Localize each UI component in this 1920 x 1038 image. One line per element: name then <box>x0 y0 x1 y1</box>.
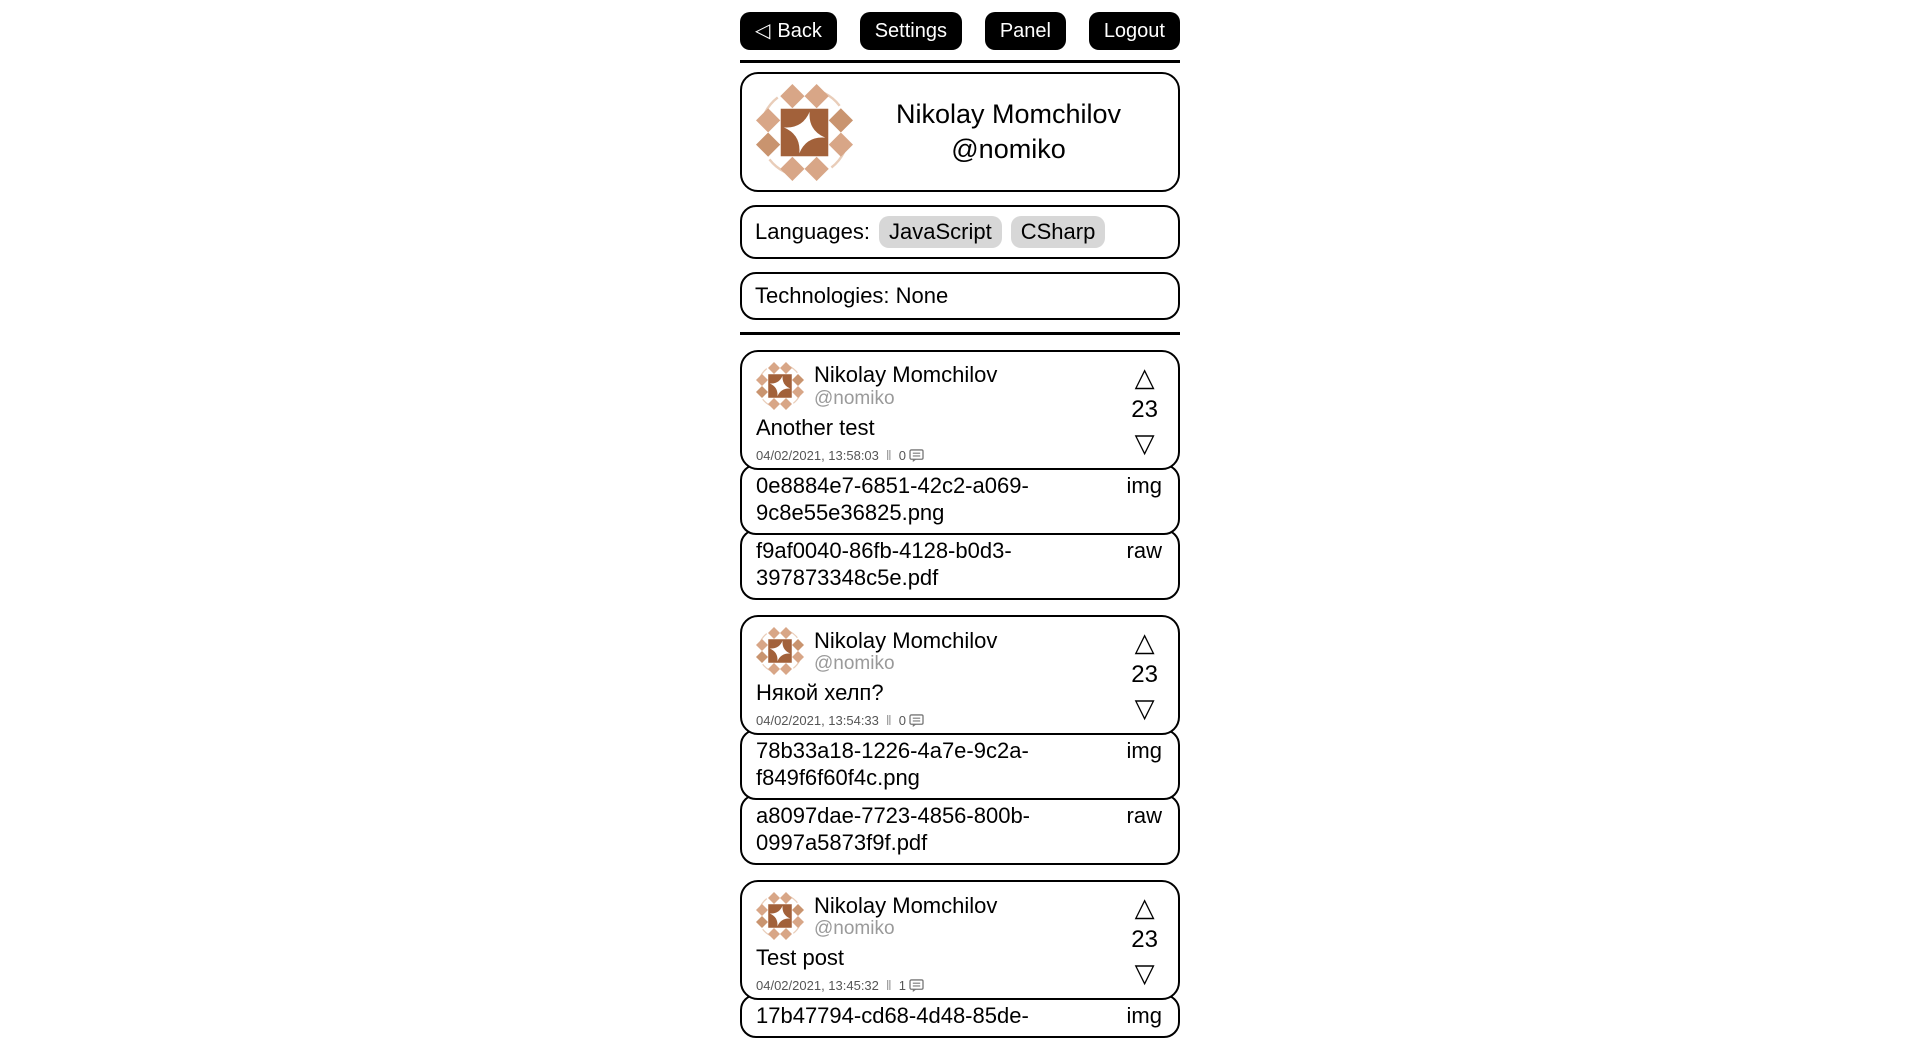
comment-count: 0 <box>898 447 906 463</box>
post-author-names <box>814 628 997 675</box>
back-icon: ◁ <box>755 20 771 42</box>
profile-name: Nikolay Momchilov <box>895 98 1122 129</box>
meta-separator: ‖ <box>885 712 892 729</box>
meta-separator: ‖ <box>885 447 892 463</box>
divider-top <box>740 60 1180 63</box>
post-author-names <box>814 893 997 940</box>
attachment-row[interactable] <box>740 529 1180 600</box>
panel-button-label: Panel <box>999 20 1051 42</box>
downvote-button[interactable]: ▽ <box>1134 693 1155 724</box>
post-author-names <box>814 362 997 409</box>
profile-card <box>740 72 1180 192</box>
avatar <box>756 892 804 940</box>
downvote-button[interactable]: ▽ <box>1134 958 1155 989</box>
logout-button-label: Logout <box>1103 20 1165 42</box>
post-author-handle: @nomiko <box>814 387 895 409</box>
post-card[interactable] <box>740 880 1180 1000</box>
comment-bubble-icon <box>909 449 924 462</box>
profile-handle: @nomiko <box>951 134 1066 164</box>
settings-button-label: Settings <box>874 20 947 42</box>
post-main <box>756 627 1121 729</box>
technologies-label: Technologies: None <box>755 283 949 308</box>
post-author-row <box>756 627 1121 675</box>
settings-button[interactable] <box>860 12 962 50</box>
back-button-label: Back <box>777 20 822 42</box>
toolbar <box>740 12 1180 50</box>
avatar <box>756 362 804 410</box>
post-timestamp: 04/02/2021, 13:45:32 <box>756 977 879 993</box>
post-comments <box>899 978 924 993</box>
post-title: Test post <box>756 945 845 971</box>
attachment-row[interactable] <box>740 994 1180 1038</box>
post-timestamp: 04/02/2021, 13:58:03 <box>756 447 879 463</box>
language-tag-csharp: CSharp <box>1011 216 1106 248</box>
languages-label: Languages: <box>755 219 870 244</box>
post-author-handle: @nomiko <box>814 652 895 674</box>
post-comments <box>899 713 924 728</box>
attachment-filename: a8097dae-7723-4856-800b-0997a5873f9f.pdf <box>756 803 1031 856</box>
post-main <box>756 362 1121 463</box>
post-title: Another test <box>756 415 875 440</box>
language-tag-javascript: JavaScript <box>879 216 1002 248</box>
post-timestamp: 04/02/2021, 13:54:33 <box>756 712 879 728</box>
attachment-filename: 17b47794-cd68-4d48-85de- <box>756 1003 1029 1029</box>
post-author-name: Nikolay Momchilov <box>814 627 998 653</box>
post-comments <box>899 448 924 463</box>
post-card[interactable] <box>740 615 1180 735</box>
downvote-button[interactable]: ▽ <box>1134 428 1155 458</box>
post <box>740 615 1180 865</box>
post-meta <box>756 447 1121 463</box>
attachment-filename: f9af0040-86fb-4128-b0d3-397873348c5e.pdf <box>756 538 1012 591</box>
attachment-type: img <box>1126 1003 1162 1029</box>
post <box>740 880 1180 1038</box>
attachment-row[interactable] <box>740 794 1180 865</box>
profile-page <box>740 0 1180 1038</box>
technologies-card <box>740 272 1180 320</box>
divider-posts <box>740 332 1180 335</box>
vote-count: 23 <box>1131 396 1158 423</box>
attachment-row[interactable] <box>740 729 1180 800</box>
vote-count: 23 <box>1131 661 1158 689</box>
post-card[interactable] <box>740 350 1180 470</box>
post-author-row <box>756 362 1121 410</box>
attachment-filename: 0e8884e7-6851-42c2-a069-9c8e55e36825.png <box>756 473 1029 526</box>
post-author-row <box>756 892 1121 940</box>
profile-names <box>853 97 1164 167</box>
post-author-handle: @nomiko <box>814 918 895 940</box>
vote-column <box>1121 362 1166 460</box>
post-author-name: Nikolay Momchilov <box>814 362 998 388</box>
vote-column <box>1121 627 1166 725</box>
attachment-filename: 78b33a18-1226-4a7e-9c2a-f849f6f60f4c.png <box>756 738 1029 791</box>
post-author-name: Nikolay Momchilov <box>814 892 998 918</box>
vote-column <box>1121 892 1166 990</box>
comment-count: 1 <box>898 977 906 993</box>
back-button[interactable] <box>740 12 837 50</box>
post-meta <box>756 977 1121 993</box>
attachment-row[interactable] <box>740 464 1180 535</box>
upvote-button[interactable]: △ <box>1134 892 1155 923</box>
avatar <box>756 627 804 675</box>
meta-separator: ‖ <box>885 977 892 994</box>
comment-bubble-icon <box>909 714 924 727</box>
upvote-button[interactable]: △ <box>1134 362 1155 392</box>
languages-card <box>740 205 1180 259</box>
panel-button[interactable] <box>985 12 1066 50</box>
post-title: Някой хелп? <box>756 680 884 706</box>
upvote-button[interactable]: △ <box>1134 627 1155 658</box>
comment-count: 0 <box>898 712 906 728</box>
attachment-type: img <box>1126 473 1162 498</box>
attachment-type: raw <box>1126 803 1162 829</box>
attachment-type: img <box>1126 738 1162 764</box>
post-meta <box>756 712 1121 728</box>
post-main <box>756 892 1121 994</box>
vote-count: 23 <box>1131 926 1158 954</box>
avatar <box>756 84 853 181</box>
post <box>740 350 1180 600</box>
logout-button[interactable] <box>1089 12 1180 50</box>
attachment-type: raw <box>1126 538 1162 564</box>
comment-bubble-icon <box>909 979 924 992</box>
